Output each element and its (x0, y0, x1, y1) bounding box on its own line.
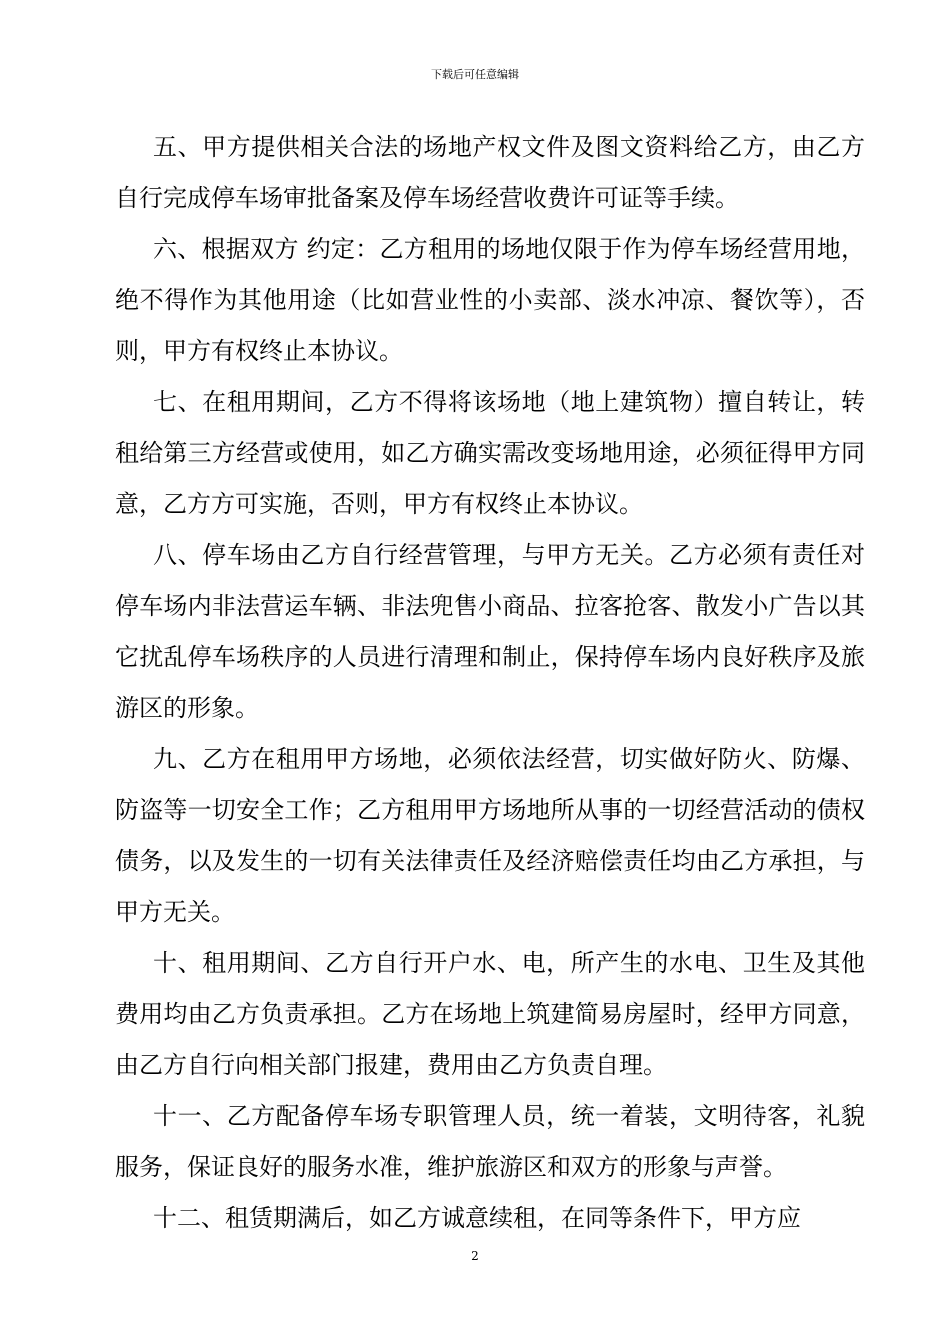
clause-6: 六、根据双方 约定：乙方租用的场地仅限于作为停车场经营用地，绝不得作为其他用途（比如营业性的小卖部、淡水冲凉、餐饮等），否则，甲方有权终止本协议。 (115, 235, 865, 365)
page-number: 2 (471, 1249, 479, 1263)
clause-7: 七、在租用期间，乙方不得将该场地（地上建筑物）擅自转让，转租给第三方经营或使用，如乙方确实需改变场地用途，必须征得甲方同意，乙方方可实施，否则，甲方有权终止本协议。 (115, 388, 865, 518)
clause-8: 八、停车场由乙方自行经营管理，与甲方无关。乙方必须有责任对停车场内非法营运车辆、非法兜售小商品、拉客抢客、散发小广告以其它扰乱停车场秩序的人员进行清理和制止，保持停车场内良好秩序及旅游区的形象。 (115, 541, 865, 722)
clause-5: 五、甲方提供相关合法的场地产权文件及图文资料给乙方，由乙方自行完成停车场审批备案及停车场经营收费许可证等手续。 (115, 133, 865, 212)
clause-11: 十一、乙方配备停车场专职管理人员，统一着装，文明待客，礼貌服务，保证良好的服务水准，维护旅游区和双方的形象与声誉。 (115, 1102, 865, 1181)
page-header: 下载后可任意编辑 (431, 68, 519, 81)
clause-10: 十、租用期间、乙方自行开户水、电，所产生的水电、卫生及其他费用均由乙方负责承担。乙方在场地上筑建简易房屋时，经甲方同意，由乙方自行向相关部门报建，费用由乙方负责自理。 (115, 949, 865, 1079)
clause-12: 十二、租赁期满后，如乙方诚意续租，在同等条件下，甲方应 (153, 1204, 801, 1232)
clause-9: 九、乙方在租用甲方场地，必须依法经营，切实做好防火、防爆、防盗等一切安全工作；乙方租用甲方场地所从事的一切经营活动的债权债务，以及发生的一切有关法律责任及经济赔偿责任均由乙方承担，与甲方无关。 (115, 745, 865, 926)
contract-body (115, 122, 865, 1244)
